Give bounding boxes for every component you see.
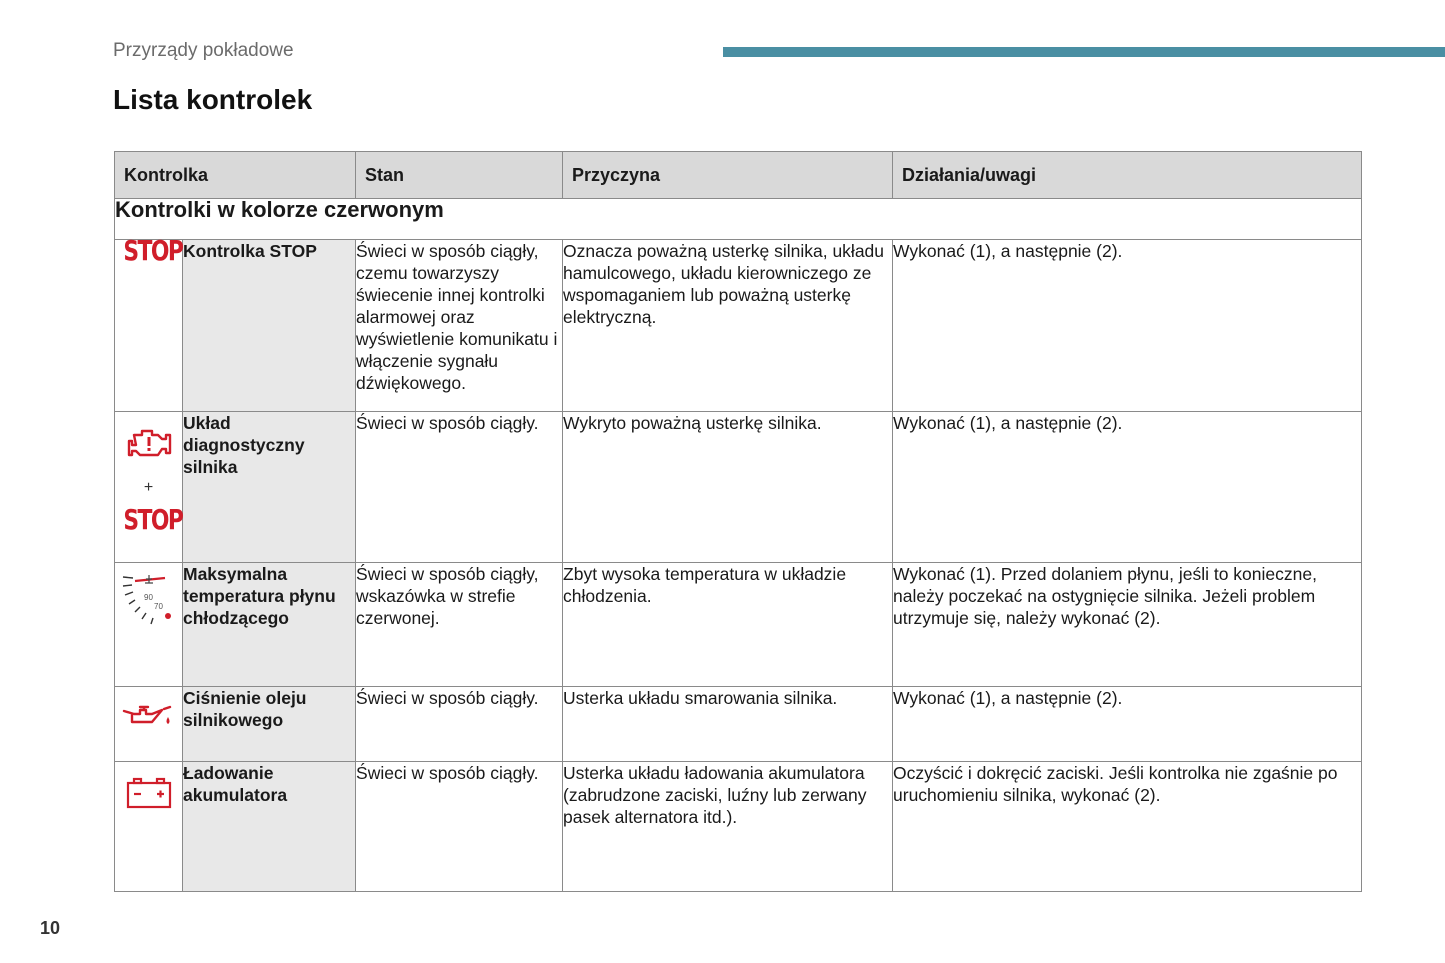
table-header-row xyxy=(115,152,1362,199)
warning-state: Świeci w sposób ciągły. xyxy=(356,412,563,563)
engine-diagnostic-icon xyxy=(115,426,182,467)
table-row xyxy=(115,762,1362,892)
icon-cell xyxy=(115,762,183,892)
column-header-stan: Stan xyxy=(356,152,563,199)
column-header-kontrolka: Kontrolka xyxy=(115,152,356,199)
table-row xyxy=(115,687,1362,762)
battery-icon xyxy=(125,776,173,815)
section-label: Przyrządy pokładowe xyxy=(113,40,294,61)
warning-cause: Oznacza poważną usterkę silnika, układu hamulcowego, układu kierowniczego ze wspomaganiem lub poważną usterkę elektryczną. xyxy=(563,240,893,412)
warning-action: Wykonać (1), a następnie (2). xyxy=(893,687,1362,762)
warning-cause: Wykryto poważną usterkę silnika. xyxy=(563,412,893,563)
warning-action: Wykonać (1), a następnie (2). xyxy=(893,412,1362,563)
warning-lights-table xyxy=(114,151,1362,892)
page-number: 10 xyxy=(40,918,61,938)
icon-cell xyxy=(115,687,183,762)
warning-action: Wykonać (1). Przed dolaniem płynu, jeśli to konieczne, należy poczekać na ostygnięcie silnika. Jeżeli problem utrzymuje się, należy wykonać (2). xyxy=(893,563,1362,687)
plus-sign: + xyxy=(143,479,154,496)
column-header-przyczyna: Przyczyna xyxy=(563,152,893,199)
warning-state: Świeci w sposób ciągły. xyxy=(356,762,563,892)
warning-action: Oczyścić i dokręcić zaciski. Jeśli kontrolka nie zgaśnie po uruchomieniu silnika, wykonać (2). xyxy=(893,762,1362,892)
warning-name: Kontrolka STOP xyxy=(183,240,356,412)
warning-state: Świeci w sposób ciągły, wskazówka w strefie czerwonej. xyxy=(356,563,563,687)
coolant-temperature-icon xyxy=(121,573,177,634)
table-row xyxy=(115,563,1362,687)
stop-icon: STOP xyxy=(123,234,183,267)
warning-name: Maksymalna temperatura płynu chłodzącego xyxy=(183,563,356,687)
warning-name: Ciśnienie oleju silnikowego xyxy=(183,687,356,762)
page-title: Lista kontrolek xyxy=(113,84,313,115)
stop-icon: STOP xyxy=(123,503,183,536)
group-row xyxy=(115,199,1362,240)
warning-cause: Usterka układu smarowania silnika. xyxy=(563,687,893,762)
warning-action: Wykonać (1), a następnie (2). xyxy=(893,240,1362,412)
gauge-label-90: 90 xyxy=(143,593,153,602)
column-header-dzialania: Działania/uwagi xyxy=(893,152,1362,199)
table-row xyxy=(115,412,1362,563)
warning-state: Świeci w sposób ciągły, czemu towarzyszy świecenie innej kontrolki alarmowej oraz wyświetlenie komunikatu i włączenie sygnału dźwiękowego. xyxy=(356,240,563,412)
icon-cell xyxy=(115,412,183,563)
warning-name: Ładowanie akumulatora xyxy=(183,762,356,892)
header-bar xyxy=(723,47,1445,57)
table-row xyxy=(115,240,1362,412)
warning-cause: Usterka układu ładowania akumulatora (zabrudzone zaciski, luźny lub zerwany pasek alternatora itd.). xyxy=(563,762,893,892)
warning-name: Układ diagnostyczny silnika xyxy=(183,412,356,563)
icon-cell xyxy=(115,563,183,687)
warning-cause: Zbyt wysoka temperatura w układzie chłodzenia. xyxy=(563,563,893,687)
oil-pressure-icon xyxy=(122,703,176,736)
group-title: Kontrolki w kolorze czerwonym xyxy=(115,199,1362,240)
gauge-label-70: 70 xyxy=(153,602,163,611)
icon-cell xyxy=(115,234,183,412)
warning-state: Świeci w sposób ciągły. xyxy=(356,687,563,762)
